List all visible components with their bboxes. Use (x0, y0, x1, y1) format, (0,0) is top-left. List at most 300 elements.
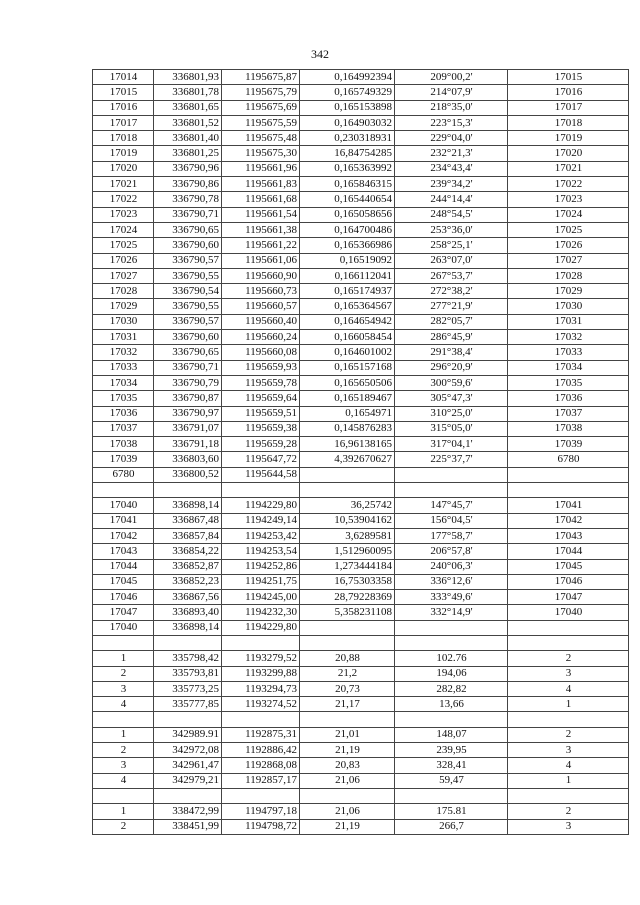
cell-x: 336801,40 (154, 131, 222, 146)
cell-ang: 267°53,7' (395, 268, 508, 283)
cell-id: 17039 (93, 452, 154, 467)
cell-x: 336790,55 (154, 299, 222, 314)
cell-id: 17014 (93, 70, 154, 85)
table-row (93, 131, 629, 146)
cell-y: 1195661,96 (222, 161, 300, 176)
cell-x: 336790,97 (154, 406, 222, 421)
cell-ang: 59,47 (395, 773, 508, 788)
cell-next: 17016 (508, 85, 629, 100)
cell-x (154, 712, 222, 727)
cell-len: 16,84754285 (300, 146, 395, 161)
cell-x: 336791,07 (154, 421, 222, 436)
cell-len (300, 467, 395, 482)
cell-next: 17028 (508, 268, 629, 283)
cell-ang: 148,07 (395, 727, 508, 742)
cell-x (154, 788, 222, 803)
table-row (93, 375, 629, 390)
cell-ang (395, 467, 508, 482)
cell-next: 17032 (508, 330, 629, 345)
cell-ang (395, 635, 508, 650)
cell-y: 1195659,51 (222, 406, 300, 421)
cell-len: 3,6289581 (300, 528, 395, 543)
table-row (93, 192, 629, 207)
cell-y: 1195660,57 (222, 299, 300, 314)
cell-next: 17033 (508, 345, 629, 360)
cell-id: 17041 (93, 513, 154, 528)
cell-x: 335793,81 (154, 666, 222, 681)
cell-id: 17047 (93, 605, 154, 620)
cell-y: 1194252,86 (222, 559, 300, 574)
cell-y: 1195675,48 (222, 131, 300, 146)
cell-y: 1192875,31 (222, 727, 300, 742)
cell-next: 17042 (508, 513, 629, 528)
cell-x: 336790,55 (154, 268, 222, 283)
cell-next: 2 (508, 727, 629, 742)
cell-id: 17040 (93, 498, 154, 513)
table-row (93, 819, 629, 834)
cell-y (222, 635, 300, 650)
cell-id: 17023 (93, 207, 154, 222)
cell-next: 17030 (508, 299, 629, 314)
table-row (93, 452, 629, 467)
cell-next: 17031 (508, 314, 629, 329)
cell-id: 17045 (93, 574, 154, 589)
cell-len: 0,165363992 (300, 161, 395, 176)
cell-next: 3 (508, 666, 629, 681)
cell-len (300, 635, 395, 650)
cell-x: 338451,99 (154, 819, 222, 834)
cell-ang: 248°54,5' (395, 207, 508, 222)
cell-len: 0,164903032 (300, 115, 395, 130)
cell-next: 17044 (508, 544, 629, 559)
cell-len: 0,165189467 (300, 391, 395, 406)
cell-id: 17022 (93, 192, 154, 207)
cell-id: 17036 (93, 406, 154, 421)
cell-ang: 240°06,3' (395, 559, 508, 574)
cell-y: 1194245,00 (222, 590, 300, 605)
cell-id: 2 (93, 743, 154, 758)
table-row (93, 421, 629, 436)
cell-next: 17039 (508, 437, 629, 452)
cell-y: 1194229,80 (222, 498, 300, 513)
table-row (93, 406, 629, 421)
cell-len: 0,166112041 (300, 268, 395, 283)
cell-ang: 156°04,5' (395, 513, 508, 528)
table-row (93, 727, 629, 742)
cell-len: 20,83 (300, 758, 395, 773)
cell-ang (395, 788, 508, 803)
cell-y: 1195659,38 (222, 421, 300, 436)
cell-id: 17026 (93, 253, 154, 268)
table-row (93, 697, 629, 712)
cell-y: 1194249,14 (222, 513, 300, 528)
cell-next: 17029 (508, 284, 629, 299)
cell-ang: 282°05,7' (395, 314, 508, 329)
cell-y: 1195675,87 (222, 70, 300, 85)
cell-len (300, 712, 395, 727)
cell-y: 1194251,75 (222, 574, 300, 589)
table-row (93, 528, 629, 543)
cell-id: 17016 (93, 100, 154, 115)
cell-id: 4 (93, 773, 154, 788)
table-row (93, 758, 629, 773)
cell-ang: 332°14,9' (395, 605, 508, 620)
cell-x: 336803,60 (154, 452, 222, 467)
cell-len: 36,25742 (300, 498, 395, 513)
table-row (93, 559, 629, 574)
cell-x: 336867,56 (154, 590, 222, 605)
cell-len: 0,165366986 (300, 238, 395, 253)
cell-next: 17047 (508, 590, 629, 605)
cell-ang: 244°14,4' (395, 192, 508, 207)
cell-ang: 218°35,0' (395, 100, 508, 115)
cell-next (508, 635, 629, 650)
cell-next: 17035 (508, 375, 629, 390)
separator-row (93, 483, 629, 498)
cell-len: 21,19 (300, 819, 395, 834)
cell-x: 336893,40 (154, 605, 222, 620)
cell-id: 2 (93, 819, 154, 834)
cell-id: 1 (93, 727, 154, 742)
cell-next: 17019 (508, 131, 629, 146)
cell-x: 336854,22 (154, 544, 222, 559)
table-row (93, 467, 629, 482)
table-row (93, 651, 629, 666)
cell-ang: 282,82 (395, 681, 508, 696)
cell-next: 17036 (508, 391, 629, 406)
cell-ang: 239°34,2' (395, 177, 508, 192)
table-row (93, 681, 629, 696)
table-row (93, 222, 629, 237)
cell-id: 17030 (93, 314, 154, 329)
cell-id: 17024 (93, 222, 154, 237)
cell-len: 4,392670627 (300, 452, 395, 467)
cell-y: 1195660,73 (222, 284, 300, 299)
table-row (93, 743, 629, 758)
separator-row (93, 635, 629, 650)
cell-next: 17023 (508, 192, 629, 207)
cell-id: 4 (93, 697, 154, 712)
cell-len: 0,164654942 (300, 314, 395, 329)
cell-next: 17015 (508, 70, 629, 85)
cell-len: 0,165153898 (300, 100, 395, 115)
cell-x: 336852,23 (154, 574, 222, 589)
cell-len: 5,358231108 (300, 605, 395, 620)
cell-id: 17032 (93, 345, 154, 360)
cell-y: 1193299,88 (222, 666, 300, 681)
cell-next: 1 (508, 773, 629, 788)
cell-ang: 277°21,9' (395, 299, 508, 314)
table-row (93, 620, 629, 635)
cell-ang: 296°20,9' (395, 360, 508, 375)
cell-ang: 300°59,6' (395, 375, 508, 390)
cell-x: 336790,65 (154, 222, 222, 237)
cell-next: 17020 (508, 146, 629, 161)
cell-ang: 317°04,1' (395, 437, 508, 452)
cell-len: 21,19 (300, 743, 395, 758)
cell-y: 1195661,54 (222, 207, 300, 222)
cell-y: 1194797,18 (222, 804, 300, 819)
cell-ang: 305°47,3' (395, 391, 508, 406)
cell-id: 1 (93, 804, 154, 819)
cell-y: 1195659,93 (222, 360, 300, 375)
cell-id (93, 712, 154, 727)
cell-len: 21,2 (300, 666, 395, 681)
cell-ang: 253°36,0' (395, 222, 508, 237)
cell-next: 17034 (508, 360, 629, 375)
table-row (93, 666, 629, 681)
cell-len: 0,166058454 (300, 330, 395, 345)
cell-len: 0,164700486 (300, 222, 395, 237)
cell-len: 0,164601002 (300, 345, 395, 360)
cell-y (222, 788, 300, 803)
cell-x: 336790,78 (154, 192, 222, 207)
table-row (93, 773, 629, 788)
cell-x: 336790,96 (154, 161, 222, 176)
cell-y: 1195647,72 (222, 452, 300, 467)
cell-next: 4 (508, 758, 629, 773)
cell-id: 17046 (93, 590, 154, 605)
cell-y: 1192868,08 (222, 758, 300, 773)
cell-id: 17043 (93, 544, 154, 559)
cell-x: 336790,60 (154, 330, 222, 345)
cell-y: 1195661,22 (222, 238, 300, 253)
cell-len: 0,165058656 (300, 207, 395, 222)
cell-ang: 266,7 (395, 819, 508, 834)
cell-x: 336801,25 (154, 146, 222, 161)
cell-x: 336790,60 (154, 238, 222, 253)
cell-ang: 239,95 (395, 743, 508, 758)
cell-next: 2 (508, 651, 629, 666)
cell-next (508, 483, 629, 498)
cell-next: 17024 (508, 207, 629, 222)
cell-next: 17021 (508, 161, 629, 176)
cell-y: 1195661,68 (222, 192, 300, 207)
cell-id: 17038 (93, 437, 154, 452)
cell-id: 17044 (93, 559, 154, 574)
table-row (93, 299, 629, 314)
cell-x: 342989.91 (154, 727, 222, 742)
cell-len: 0,1654971 (300, 406, 395, 421)
cell-len: 20,73 (300, 681, 395, 696)
table-row (93, 207, 629, 222)
table-row (93, 804, 629, 819)
cell-next: 1 (508, 697, 629, 712)
cell-len: 16,96138165 (300, 437, 395, 452)
cell-x: 336790,57 (154, 253, 222, 268)
table-row (93, 574, 629, 589)
cell-ang: 102.76 (395, 651, 508, 666)
cell-ang: 315°05,0' (395, 421, 508, 436)
cell-len: 21,01 (300, 727, 395, 742)
cell-next (508, 712, 629, 727)
cell-ang: 333°49,6' (395, 590, 508, 605)
table-row (93, 513, 629, 528)
cell-ang: 225°37,7' (395, 452, 508, 467)
cell-id (93, 483, 154, 498)
cell-ang: 291°38,4' (395, 345, 508, 360)
cell-len (300, 483, 395, 498)
table-row (93, 590, 629, 605)
cell-x: 336790,86 (154, 177, 222, 192)
table-row (93, 253, 629, 268)
cell-id: 17037 (93, 421, 154, 436)
cell-id: 3 (93, 758, 154, 773)
cell-len: 0,164992394 (300, 70, 395, 85)
table-row (93, 70, 629, 85)
cell-next: 17043 (508, 528, 629, 543)
cell-len: 16,75303358 (300, 574, 395, 589)
cell-next: 17022 (508, 177, 629, 192)
cell-y: 1195644,58 (222, 467, 300, 482)
cell-next (508, 788, 629, 803)
cell-x: 336790,71 (154, 207, 222, 222)
cell-id: 17033 (93, 360, 154, 375)
cell-id: 17029 (93, 299, 154, 314)
cell-ang: 286°45,9' (395, 330, 508, 345)
cell-len: 0,165749329 (300, 85, 395, 100)
cell-y: 1195660,08 (222, 345, 300, 360)
cell-y: 1192857,17 (222, 773, 300, 788)
cell-x: 336852,87 (154, 559, 222, 574)
cell-y: 1194253,42 (222, 528, 300, 543)
cell-x: 342961,47 (154, 758, 222, 773)
cell-y (222, 712, 300, 727)
cell-next: 3 (508, 819, 629, 834)
cell-y: 1195675,79 (222, 85, 300, 100)
cell-len: 20,88 (300, 651, 395, 666)
cell-len (300, 620, 395, 635)
cell-len: 0,165440654 (300, 192, 395, 207)
cell-len: 0,165157168 (300, 360, 395, 375)
cell-x: 338472,99 (154, 804, 222, 819)
cell-ang: 263°07,0' (395, 253, 508, 268)
table-row (93, 605, 629, 620)
cell-y: 1195659,78 (222, 375, 300, 390)
cell-id: 17019 (93, 146, 154, 161)
cell-x: 335773,25 (154, 681, 222, 696)
table-row (93, 391, 629, 406)
cell-len: 28,79228369 (300, 590, 395, 605)
cell-y: 1195661,06 (222, 253, 300, 268)
cell-y: 1195660,90 (222, 268, 300, 283)
cell-id: 17034 (93, 375, 154, 390)
cell-len: 0,16519092 (300, 253, 395, 268)
cell-len: 21,06 (300, 773, 395, 788)
cell-x: 336867,48 (154, 513, 222, 528)
cell-y: 1195660,40 (222, 314, 300, 329)
cell-y: 1192886,42 (222, 743, 300, 758)
cell-len: 21,06 (300, 804, 395, 819)
cell-id: 17028 (93, 284, 154, 299)
cell-ang: 328,41 (395, 758, 508, 773)
cell-id: 1 (93, 651, 154, 666)
cell-y: 1195659,28 (222, 437, 300, 452)
cell-len: 1,273444184 (300, 559, 395, 574)
cell-len: 0,165846315 (300, 177, 395, 192)
cell-x: 336898,14 (154, 498, 222, 513)
cell-ang: 177°58,7' (395, 528, 508, 543)
cell-ang: 13,66 (395, 697, 508, 712)
cell-id: 17035 (93, 391, 154, 406)
cell-ang: 175.81 (395, 804, 508, 819)
cell-y: 1194229,80 (222, 620, 300, 635)
table-row (93, 498, 629, 513)
cell-y: 1195660,24 (222, 330, 300, 345)
cell-len: 1,512960095 (300, 544, 395, 559)
table-row (93, 314, 629, 329)
cell-id: 17025 (93, 238, 154, 253)
table-row (93, 330, 629, 345)
table-row (93, 115, 629, 130)
cell-len: 0,230318931 (300, 131, 395, 146)
cell-id (93, 788, 154, 803)
cell-y: 1194232,30 (222, 605, 300, 620)
cell-id: 6780 (93, 467, 154, 482)
cell-x: 336790,57 (154, 314, 222, 329)
cell-y: 1193274,52 (222, 697, 300, 712)
cell-x: 336790,65 (154, 345, 222, 360)
page-number: 342 (311, 47, 329, 61)
table-row (93, 360, 629, 375)
cell-id: 17040 (93, 620, 154, 635)
cell-x (154, 635, 222, 650)
cell-x: 336801,78 (154, 85, 222, 100)
table-row (93, 268, 629, 283)
cell-next: 3 (508, 743, 629, 758)
cell-next: 17038 (508, 421, 629, 436)
cell-next: 17027 (508, 253, 629, 268)
cell-y (222, 483, 300, 498)
cell-ang: 258°25,1' (395, 238, 508, 253)
cell-ang: 336°12,6' (395, 574, 508, 589)
cell-next: 17018 (508, 115, 629, 130)
table-row (93, 100, 629, 115)
cell-x: 335777,85 (154, 697, 222, 712)
cell-next: 17046 (508, 574, 629, 589)
cell-x: 336790,87 (154, 391, 222, 406)
cell-id: 2 (93, 666, 154, 681)
cell-y: 1194253,54 (222, 544, 300, 559)
cell-next: 2 (508, 804, 629, 819)
cell-next (508, 620, 629, 635)
cell-len: 0,145876283 (300, 421, 395, 436)
cell-next: 17037 (508, 406, 629, 421)
cell-ang (395, 620, 508, 635)
cell-y: 1195659,64 (222, 391, 300, 406)
cell-ang (395, 483, 508, 498)
cell-y: 1195661,83 (222, 177, 300, 192)
cell-len: 0,165364567 (300, 299, 395, 314)
cell-len: 10,53904162 (300, 513, 395, 528)
cell-x (154, 483, 222, 498)
cell-x: 336791,18 (154, 437, 222, 452)
cell-next: 17017 (508, 100, 629, 115)
cell-x: 336801,52 (154, 115, 222, 130)
cell-x: 336800,52 (154, 467, 222, 482)
cell-next: 17025 (508, 222, 629, 237)
cell-x: 336790,54 (154, 284, 222, 299)
cell-x: 336801,65 (154, 100, 222, 115)
cell-id: 3 (93, 681, 154, 696)
cell-ang: 206°57,8' (395, 544, 508, 559)
cell-id: 17031 (93, 330, 154, 345)
cell-y: 1195675,69 (222, 100, 300, 115)
table-row (93, 437, 629, 452)
cell-len: 0,165650506 (300, 375, 395, 390)
separator-row (93, 788, 629, 803)
table-row (93, 177, 629, 192)
